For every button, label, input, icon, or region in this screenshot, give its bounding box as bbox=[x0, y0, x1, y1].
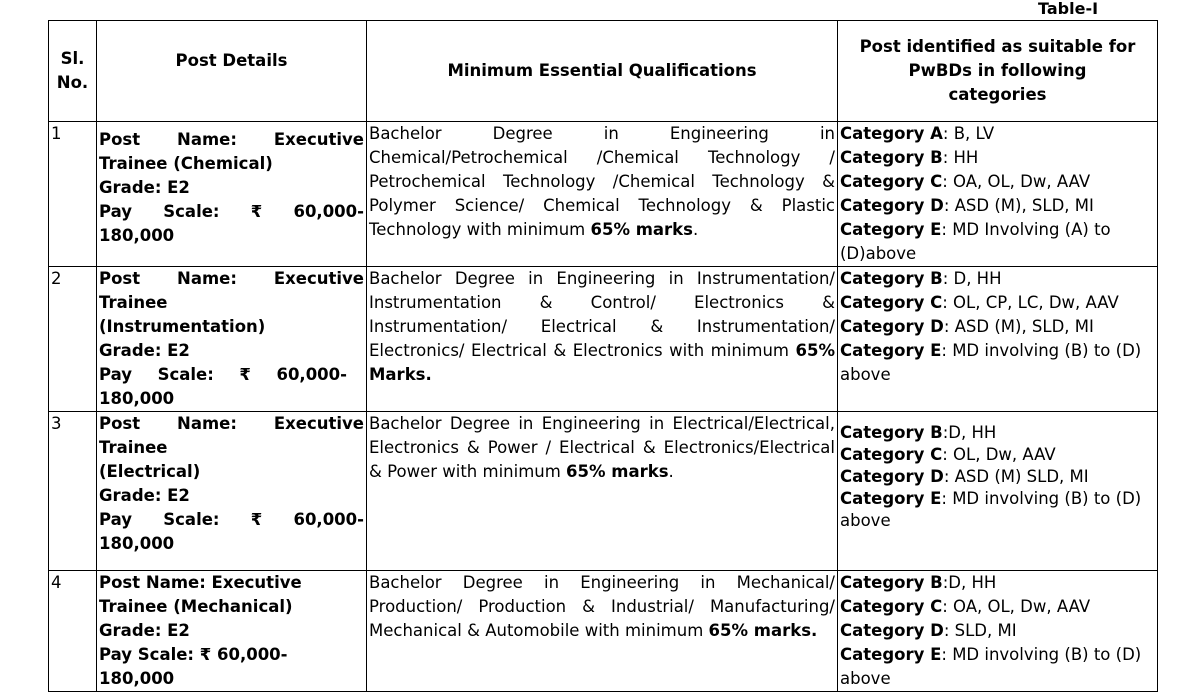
header-qualifications: Minimum Essential Qualifications bbox=[367, 21, 838, 122]
table-row bbox=[49, 267, 1158, 412]
sl-no-cell: 1 bbox=[49, 122, 97, 267]
pay-scale: Pay Scale: ₹ 60,000- bbox=[99, 645, 288, 664]
category-line: Category C: OA, OL, Dw, AAV bbox=[840, 172, 1091, 191]
categories-cell bbox=[838, 412, 1158, 571]
header-sl-no: Sl. No. bbox=[49, 21, 97, 122]
pay-scale-end: 180,000 bbox=[99, 534, 175, 553]
sl-no-cell: 3 bbox=[49, 412, 97, 571]
category-line: Category B:D, HH bbox=[840, 573, 997, 592]
category-line: Category B: D, HH bbox=[840, 269, 1002, 288]
grade: Grade: E2 bbox=[99, 621, 190, 640]
category-line: Category E: MD Involving (A) to (D)above bbox=[840, 220, 1111, 263]
post-name-continued: Trainee (Chemical) bbox=[99, 154, 273, 173]
qualification-text: Bachelor Degree in Engineering in Instrumentation/ Instrumentation & Control/ Electronics & Instrumentation/ Electrical & Instrumentation/ Electronics/ Electrical & Electronics with minimum 65% Marks. bbox=[369, 269, 835, 384]
category-line: Category A: B, LV bbox=[840, 124, 995, 143]
post-name-continued: Trainee (Mechanical) bbox=[99, 597, 293, 616]
post-details-cell bbox=[97, 267, 367, 412]
qualification-text: Bachelor Degree in Engineering in Mechanical/ Production/ Production & Industrial/ Manufacturing/ Mechanical & Automobile with minimum 65% marks. bbox=[369, 573, 835, 640]
category-line: Category E: MD involving (B) to (D) above bbox=[840, 489, 1142, 530]
categories-cell bbox=[838, 122, 1158, 267]
category-line: Category D: SLD, MI bbox=[840, 621, 1017, 640]
category-line: Category C: OL, Dw, AAV bbox=[840, 445, 1056, 464]
post-details-cell bbox=[97, 412, 367, 571]
grade: Grade: E2 bbox=[99, 341, 190, 360]
sl-no-cell: 4 bbox=[49, 571, 97, 692]
category-line: Category D: ASD (M), SLD, MI bbox=[840, 196, 1094, 215]
category-line: Category E: MD involving (B) to (D) above bbox=[840, 645, 1142, 688]
qualification-cell bbox=[367, 267, 838, 412]
pay-scale-end: 180,000 bbox=[99, 226, 175, 245]
post-name: Post Name: Executive bbox=[99, 414, 364, 433]
table-caption: Table-I bbox=[1038, 0, 1099, 18]
qualification-cell bbox=[367, 571, 838, 692]
pay-scale-end: 180,000 bbox=[99, 389, 175, 408]
table-header-row bbox=[49, 21, 1158, 122]
pwbd-posts-table bbox=[48, 20, 1158, 692]
table-row bbox=[49, 571, 1158, 692]
table-row bbox=[49, 412, 1158, 571]
category-line: Category C: OL, CP, LC, Dw, AAV bbox=[840, 293, 1119, 312]
post-name-continued: (Instrumentation) bbox=[99, 317, 266, 336]
table-row bbox=[49, 122, 1158, 267]
category-line: Category D: ASD (M) SLD, MI bbox=[840, 467, 1089, 486]
header-post-details: Post Details bbox=[97, 21, 367, 122]
pay-scale: Pay Scale: ₹ 60,000- bbox=[99, 202, 364, 221]
pay-scale-end: 180,000 bbox=[99, 669, 175, 688]
sl-no-cell: 2 bbox=[49, 267, 97, 412]
qualification-cell bbox=[367, 412, 838, 571]
post-name: Post Name: Executive bbox=[99, 269, 364, 288]
categories-cell bbox=[838, 571, 1158, 692]
post-name-continued: (Electrical) bbox=[99, 462, 201, 481]
post-name: Post Name: Executive bbox=[99, 573, 302, 592]
grade: Grade: E2 bbox=[99, 178, 190, 197]
post-name: Post Name: Executive bbox=[99, 130, 364, 149]
category-line: Category B: HH bbox=[840, 148, 979, 167]
post-name-continued: Trainee bbox=[99, 293, 168, 312]
post-details-cell bbox=[97, 571, 367, 692]
qualification-text: Bachelor Degree in Engineering in Electrical/Electrical, Electronics & Power / Electrical & Electronics/Electrical & Power with minimum 65% marks. bbox=[369, 414, 835, 481]
category-line: Category C: OA, OL, Dw, AAV bbox=[840, 597, 1091, 616]
pay-scale: Pay Scale: ₹ 60,000- bbox=[99, 365, 347, 384]
grade: Grade: E2 bbox=[99, 486, 190, 505]
post-name-continued: Trainee bbox=[99, 438, 168, 457]
post-details-cell bbox=[97, 122, 367, 267]
pay-scale: Pay Scale: ₹ 60,000- bbox=[99, 510, 364, 529]
qualification-cell bbox=[367, 122, 838, 267]
qualification-text: Bachelor Degree in Engineering in Chemical/Petrochemical /Chemical Technology / Petrochemical Technology /Chemical Technology & Polymer Science/ Chemical Technology & Plastic Technology with minimum 65% marks. bbox=[369, 124, 835, 239]
category-line: Category E: MD involving (B) to (D) above bbox=[840, 341, 1142, 384]
header-categories: Post identified as suitable for PwBDs in following categories bbox=[838, 21, 1158, 122]
categories-cell bbox=[838, 267, 1158, 412]
category-line: Category D: ASD (M), SLD, MI bbox=[840, 317, 1094, 336]
category-line: Category B:D, HH bbox=[840, 423, 997, 442]
